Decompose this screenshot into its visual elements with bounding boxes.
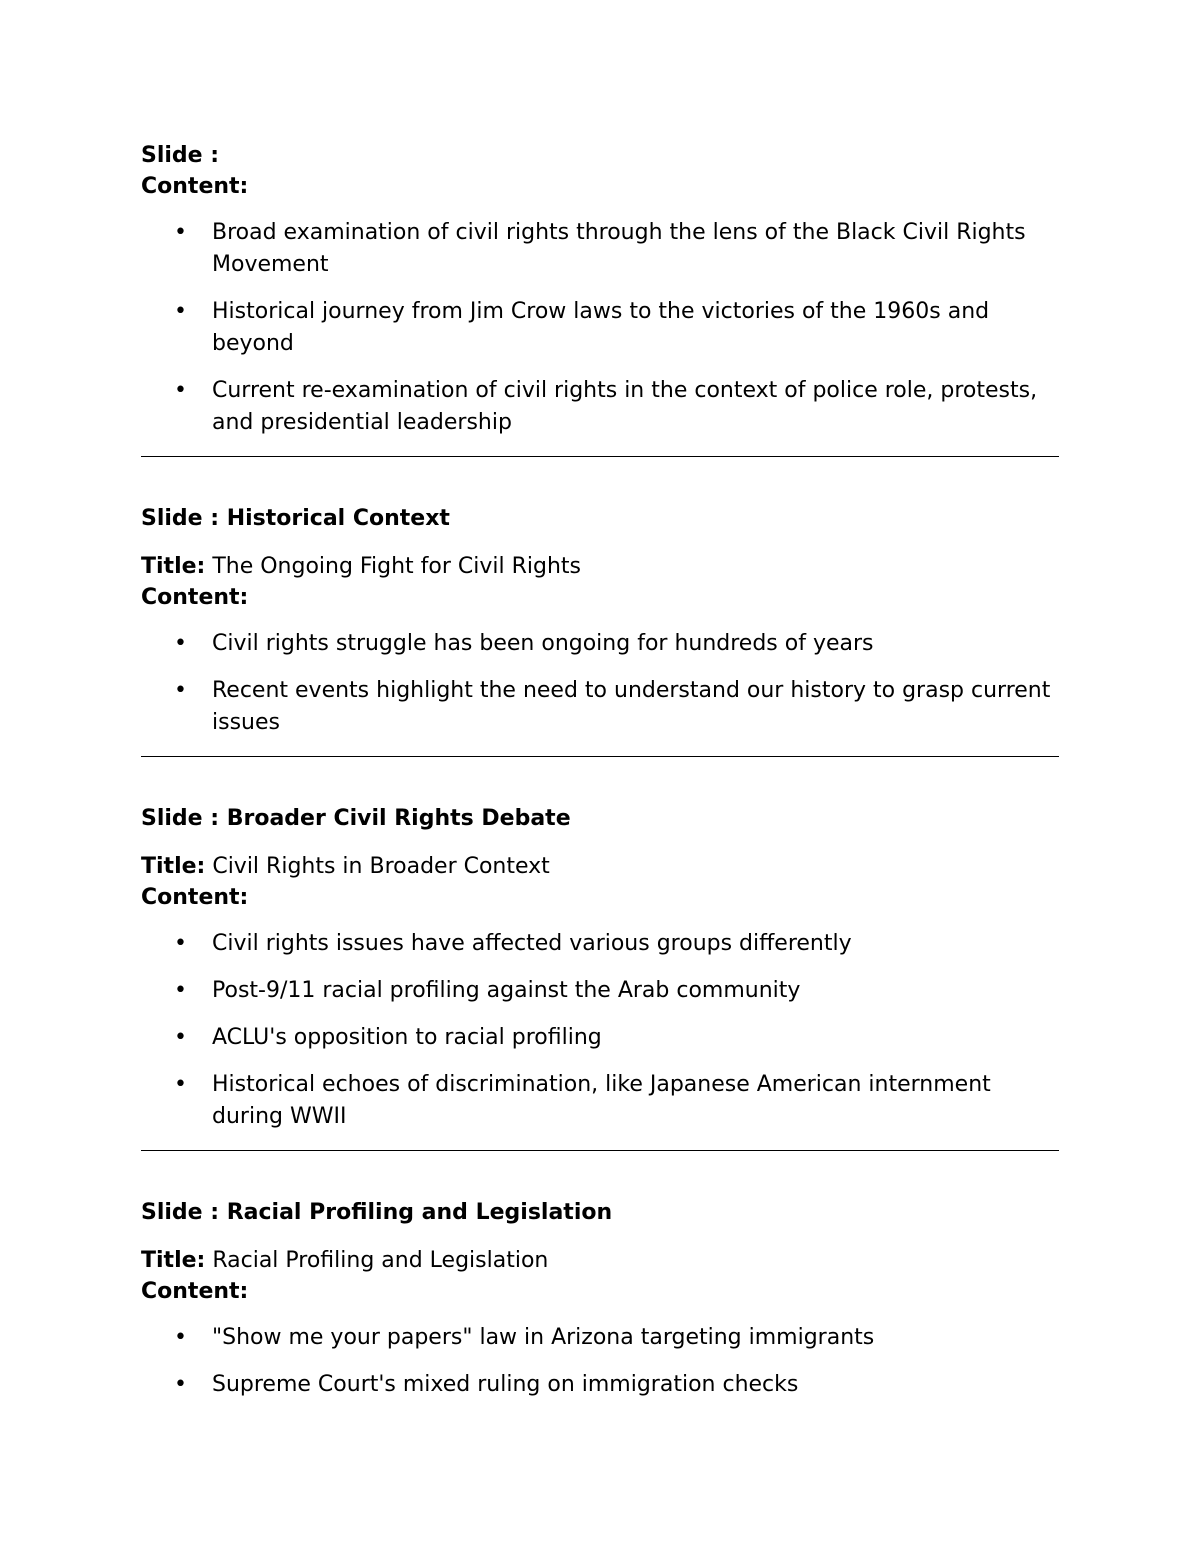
document-page bbox=[141, 140, 1059, 1401]
slide-heading: Slide : Broader Civil Rights Debate bbox=[141, 806, 571, 831]
bullet-icon: • bbox=[174, 1072, 187, 1097]
list-item bbox=[141, 217, 1059, 281]
bullet-text: Broad examination of civil rights through the lens of the Black Civil Rights Movement bbox=[212, 220, 1026, 277]
title-label: Title: bbox=[141, 1248, 206, 1273]
content-line bbox=[141, 882, 1059, 913]
title-label: Title: bbox=[141, 854, 206, 879]
bullet-list bbox=[141, 928, 1059, 1133]
bullet-list bbox=[141, 1322, 1059, 1401]
slide-heading: Slide : Racial Profiling and Legislation bbox=[141, 1200, 613, 1225]
list-item bbox=[141, 628, 1059, 660]
title-line bbox=[141, 1245, 1059, 1276]
bullet-text: ACLU's opposition to racial profiling bbox=[212, 1025, 602, 1050]
bullet-icon: • bbox=[174, 1325, 187, 1350]
slide-section bbox=[141, 140, 1059, 457]
bullet-icon: • bbox=[174, 299, 187, 324]
slide-heading: Slide : bbox=[141, 143, 220, 168]
bullet-icon: • bbox=[174, 220, 187, 245]
bullet-icon: • bbox=[174, 978, 187, 1003]
bullet-list bbox=[141, 217, 1059, 439]
slide-title: Civil Rights in Broader Context bbox=[212, 854, 550, 879]
bullet-text: Civil rights struggle has been ongoing for hundreds of years bbox=[212, 631, 874, 656]
bullet-icon: • bbox=[174, 631, 187, 656]
slide-title: Racial Profiling and Legislation bbox=[212, 1248, 549, 1273]
title-label: Title: bbox=[141, 554, 206, 579]
list-item bbox=[141, 375, 1059, 439]
bullet-icon: • bbox=[174, 1372, 187, 1397]
content-line bbox=[141, 1276, 1059, 1307]
list-item bbox=[141, 296, 1059, 360]
content-label: Content: bbox=[141, 174, 249, 199]
bullet-text: Post-9/11 racial profiling against the Arab community bbox=[212, 978, 801, 1003]
content-label: Content: bbox=[141, 885, 249, 910]
slide-section bbox=[141, 1197, 1059, 1401]
list-item bbox=[141, 928, 1059, 960]
list-item bbox=[141, 1322, 1059, 1354]
content-line bbox=[141, 582, 1059, 613]
list-item bbox=[141, 1069, 1059, 1133]
bullet-text: Historical echoes of discrimination, like Japanese American internment during WWII bbox=[212, 1072, 991, 1129]
content-label: Content: bbox=[141, 585, 249, 610]
bullet-text: Supreme Court's mixed ruling on immigration checks bbox=[212, 1372, 799, 1397]
bullet-icon: • bbox=[174, 378, 187, 403]
list-item bbox=[141, 675, 1059, 739]
bullet-text: Recent events highlight the need to understand our history to grasp current issues bbox=[212, 678, 1051, 735]
bullet-icon: • bbox=[174, 931, 187, 956]
bullet-icon: • bbox=[174, 1025, 187, 1050]
title-line bbox=[141, 851, 1059, 882]
title-line bbox=[141, 551, 1059, 582]
list-item bbox=[141, 975, 1059, 1007]
bullet-text: "Show me your papers" law in Arizona targeting immigrants bbox=[212, 1325, 875, 1350]
slide-section bbox=[141, 503, 1059, 757]
slide-heading: Slide : Historical Context bbox=[141, 506, 450, 531]
bullet-list bbox=[141, 628, 1059, 739]
content-line bbox=[141, 171, 1059, 202]
slide-title: The Ongoing Fight for Civil Rights bbox=[212, 554, 581, 579]
list-item bbox=[141, 1369, 1059, 1401]
slide-section bbox=[141, 803, 1059, 1151]
content-label: Content: bbox=[141, 1279, 249, 1304]
list-item bbox=[141, 1022, 1059, 1054]
bullet-text: Historical journey from Jim Crow laws to the victories of the 1960s and beyond bbox=[212, 299, 990, 356]
bullet-text: Civil rights issues have affected various groups differently bbox=[212, 931, 852, 956]
bullet-icon: • bbox=[174, 678, 187, 703]
bullet-text: Current re-examination of civil rights in the context of police role, protests, and presidential leadership bbox=[212, 378, 1038, 435]
